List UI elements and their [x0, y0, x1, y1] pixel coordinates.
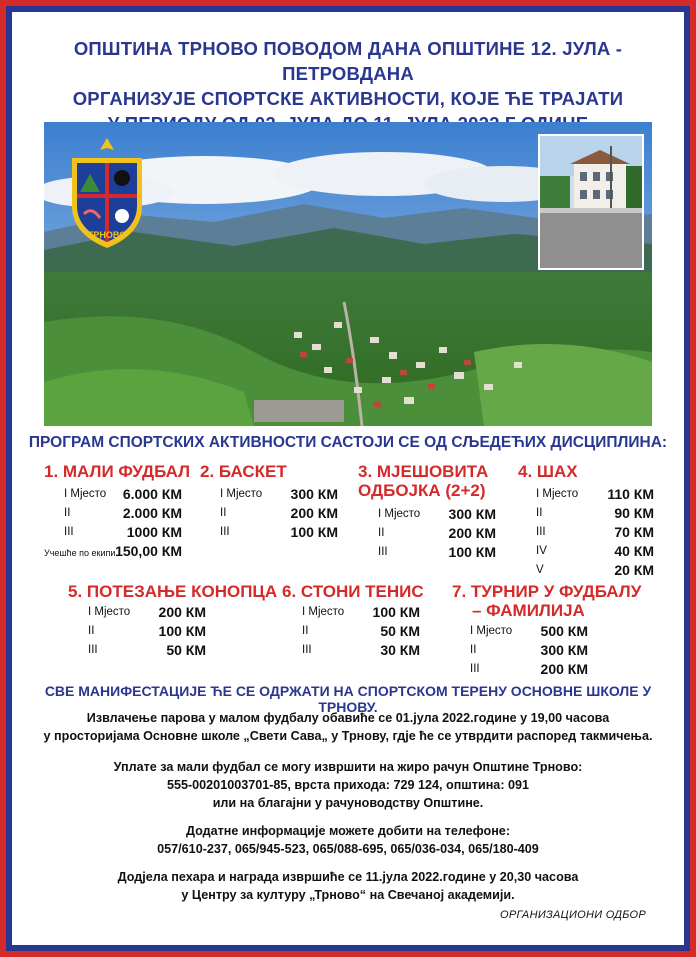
prize-row [64, 505, 182, 524]
headline-line-1: ОПШТИНА ТРНОВО ПОВОДОМ ДАНА ОПШТИНЕ 12. ЈУЛА - ПЕТРОВДАНА [73, 38, 623, 84]
discipline-3-title-line-2: ОДБОЈКА (2+2) [358, 481, 486, 500]
prize-value: 6.000 КМ [122, 486, 182, 502]
paragraph-line: у просторијама Основне школе „Свети Сава„ у Трнову, гдје ће се утврдити распоред такмичења. [43, 729, 653, 743]
municipality-crest-icon [62, 136, 152, 256]
discipline-7-title [452, 582, 641, 620]
prize-row [302, 642, 420, 661]
place-label: III [536, 526, 546, 538]
prize-value: 110 КМ [607, 486, 654, 502]
prize-value: 1000 КМ [126, 524, 182, 540]
place-label: I Мјесто [536, 488, 579, 500]
place-label: II [64, 507, 71, 519]
discipline-1-title: 1. МАЛИ ФУДБАЛ [44, 462, 191, 481]
prize-value: 500 КМ [540, 623, 588, 639]
discipline-6-title: 6. СТОНИ ТЕНИС [282, 582, 424, 601]
place-label: II [536, 507, 543, 519]
prize-row [378, 544, 496, 563]
paragraph-line: Уплате за мали фудбал се могу извршити на жиро рачун Општине Трново: [113, 760, 583, 774]
prize-value: 200 КМ [158, 604, 206, 620]
info-paragraph [20, 822, 676, 858]
discipline-3-title [358, 462, 488, 500]
prize-value: 200 КМ [290, 505, 338, 521]
place-label: I Мјесто [378, 508, 421, 520]
place-label: III [378, 546, 388, 558]
paragraph-line: Извлачење парова у малом фудбалу обавиће се 01.јула 2022.године у 19,00 часова [86, 711, 610, 725]
prize-value: 300 КМ [448, 506, 496, 522]
place-label: III [64, 526, 74, 538]
prize-value: 200 КМ [448, 525, 496, 541]
prize-row [220, 486, 338, 505]
headline [20, 36, 676, 136]
place-label: III [302, 644, 312, 656]
prize-value: 50 КМ [380, 623, 420, 639]
prize-row [88, 623, 206, 642]
place-label: I Мјесто [302, 606, 345, 618]
prize-row [88, 642, 206, 661]
discipline-7-title-line-2: – ФАМИЛИЈА [472, 601, 585, 620]
prize-row [536, 505, 654, 524]
place-label: I Мјесто [220, 488, 263, 500]
phone-numbers: 057/610-237, 065/945-523, 065/088-695, 065/036-034, 065/180-409 [157, 842, 539, 856]
place-label: II [302, 625, 309, 637]
prize-value: 2.000 КМ [122, 505, 182, 521]
prize-value: 100 КМ [372, 604, 420, 620]
paragraph-line: Додатне информације можете добити на телефоне: [185, 824, 511, 838]
prize-value: 40 КМ [614, 543, 654, 559]
prize-row [536, 524, 654, 543]
venue-announcement: СВЕ МАНИФЕСТАЦИЈЕ ЋЕ СЕ ОДРЖАТИ НА СПОРТСКОМ ТЕРЕНУ ОСНОВНЕ ШКОЛЕ У ТРНОВУ. [44, 683, 652, 715]
discipline-4-title: 4. ШАХ [518, 462, 578, 481]
paragraph-line: у Центру за културу „Трново“ на Свечаној академији. [181, 888, 515, 902]
paragraph-line: 555-00201003701-85, врста прихода: 729 124, општина: 091 [166, 778, 530, 792]
school-inset-photo [538, 134, 644, 270]
prize-row [470, 623, 588, 642]
place-label: I Мјесто [470, 625, 513, 637]
prize-value: 20 КМ [614, 562, 654, 578]
discipline-7-title-line-1: 7. ТУРНИР У ФУДБАЛУ [452, 582, 642, 601]
prize-row [220, 524, 338, 543]
poster-content [20, 20, 676, 937]
prize-value: 100 КМ [448, 544, 496, 560]
headline-line-2: ОРГАНИЗУЈЕ СПОРТСКЕ АКТИВНОСТИ, КОЈЕ ЋЕ ТРАЈАТИ [72, 88, 624, 109]
prize-row [536, 486, 654, 505]
prize-value: 50 КМ [166, 642, 206, 658]
program-title: ПРОГРАМ СПОРТСКИХ АКТИВНОСТИ САСТОЈИ СЕ ОД СЉЕДЕЋИХ ДИСЦИПЛИНА: [28, 434, 668, 451]
prize-row [470, 642, 588, 661]
prize-value: 100 КМ [158, 623, 206, 639]
discipline-2-title: 2. БАСКЕТ [200, 462, 287, 481]
prize-value: 200 КМ [540, 661, 588, 677]
place-label: II [378, 527, 385, 539]
prize-value: 70 КМ [614, 524, 654, 540]
prize-value: 90 КМ [614, 505, 654, 521]
payment-paragraph [20, 758, 676, 812]
prize-row [64, 524, 182, 543]
prize-row [302, 623, 420, 642]
place-label: V [536, 564, 544, 576]
place-label: II [470, 644, 477, 656]
paragraph-line: Додјела пехара и награда извршиће се 11.јула 2022.године у 20,30 часова [117, 870, 579, 884]
prize-row [220, 505, 338, 524]
place-label: III [220, 526, 230, 538]
place-label: IV [536, 545, 547, 557]
prize-row [302, 604, 420, 623]
place-label: II [220, 507, 227, 519]
prize-row [378, 506, 496, 525]
prize-value: 100 КМ [290, 524, 338, 540]
organizing-committee-signature: ОРГАНИЗАЦИОНИ ОДБОР [500, 909, 646, 921]
place-label: III [470, 663, 480, 675]
prize-row [536, 562, 654, 581]
prize-row [88, 604, 206, 623]
prize-row [470, 661, 588, 680]
award-paragraph [20, 868, 676, 904]
prize-row [44, 543, 182, 562]
crest-text: ТРНОВО [87, 230, 127, 240]
paragraph-line: или на благајни у рачуноводству Општине. [212, 796, 484, 810]
draw-paragraph [20, 709, 676, 745]
prize-row [64, 486, 182, 505]
prize-row [378, 525, 496, 544]
place-label: I Мјесто [88, 606, 131, 618]
place-label: Учешће по екипи [44, 548, 116, 558]
prize-value: 30 КМ [380, 642, 420, 658]
place-label: III [88, 644, 98, 656]
discipline-3-title-line-1: 3. МЈЕШОВИТА [358, 462, 489, 481]
prize-value: 300 КМ [290, 486, 338, 502]
place-label: II [88, 625, 95, 637]
discipline-5-title: 5. ПОТЕЗАЊЕ КОНОПЦА [68, 582, 278, 601]
prize-row [536, 543, 654, 562]
place-label: I Мјесто [64, 488, 107, 500]
prize-value: 150,00 КМ [115, 543, 182, 559]
prize-value: 300 КМ [540, 642, 588, 658]
